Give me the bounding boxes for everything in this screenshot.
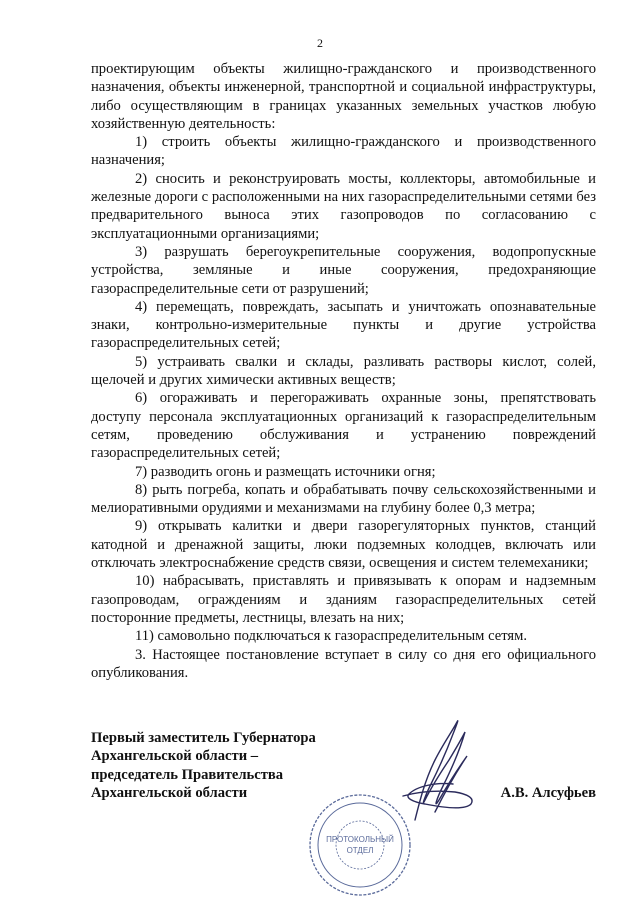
signer-name: А.В. Алсуфьев bbox=[500, 785, 596, 801]
stamp-text-line-1: ПРОТОКОЛЬНЫЙ bbox=[326, 835, 394, 844]
list-item-4: 4) перемещать, повреждать, засыпать и уничтожать опознавательные знаки, контрольно-измерительные пункты и другие устройства газораспределительных сетей; bbox=[91, 298, 596, 352]
official-stamp bbox=[305, 790, 415, 900]
list-item-5: 5) устраивать свалки и склады, разливать растворы кислот, солей, щелочей и других химически активных веществ; bbox=[91, 353, 596, 389]
list-item-7: 7) разводить огонь и размещать источники огня; bbox=[135, 463, 436, 480]
list-item-1: 1) строить объекты жилищно-гражданского и производственного назначения; bbox=[91, 134, 596, 169]
signer-title-line: Архангельской области bbox=[91, 784, 248, 801]
signer-title-line: председатель Правительства bbox=[91, 766, 284, 783]
signer-title-line: Первый заместитель Губернатора bbox=[91, 730, 316, 746]
paragraph-effective-date: 3. Настоящее постановление вступает в силу со дня его официального опубликования. bbox=[91, 646, 596, 681]
list-item-3: 3) разрушать берегоукрепительные сооружения, водопропускные устройства, земляные и иные сооружения, предохраняющие газораспределительные сети от разрушений; bbox=[91, 243, 596, 297]
list-item-6: 6) огораживать и перегораживать охранные зоны, препятствовать доступу персонала эксплуатационных организаций к газораспределительным сетям, проведению обслуживания и устранению повреждений газораспределительных сетей; bbox=[91, 390, 596, 462]
list-item-10: 10) набрасывать, приставлять и привязывать к опорам и надземным газопроводам, ограждениям и зданиям газораспределительных сетей посторонние предметы, лестницы, влезать на них; bbox=[91, 573, 596, 626]
list-item-8: 8) рыть погреба, копать и обрабатывать почву сельскохозяйственными и мелиоративными орудиями и механизмами на глубину более 0,3 метра; bbox=[91, 481, 596, 517]
paragraph-intro: проектирующим объекты жилищно-гражданского и производственного назначения, объекты инженерной, транспортной и социальной инфраструктуры, либо осуществляющим в границах указанных земельных участков любую хозяйственную деятельность: bbox=[91, 61, 596, 132]
page-number: 2 bbox=[317, 36, 323, 50]
signer-title bbox=[91, 729, 316, 802]
stamp-text-line-2: ОТДЕЛ bbox=[346, 846, 374, 855]
document-body bbox=[91, 60, 596, 682]
list-item-11: 11) самовольно подключаться к газораспределительным сетям. bbox=[135, 628, 527, 645]
list-item-2: 2) сносить и реконструировать мосты, коллекторы, автомобильные и железные дороги с расположенными на них газораспределительными сетями без предварительного выноса этих газопроводов по согласованию с эксплуатационными организациями; bbox=[91, 170, 596, 242]
list-item-9: 9) открывать калитки и двери газорегуляторных пунктов, станций катодной и дренажной защиты, люки подземных колодцев, включать или отключать электроснабжение средств связи, освещения и систем телемеханики; bbox=[91, 518, 596, 572]
signer-title-line: Архангельской области – bbox=[91, 748, 259, 765]
